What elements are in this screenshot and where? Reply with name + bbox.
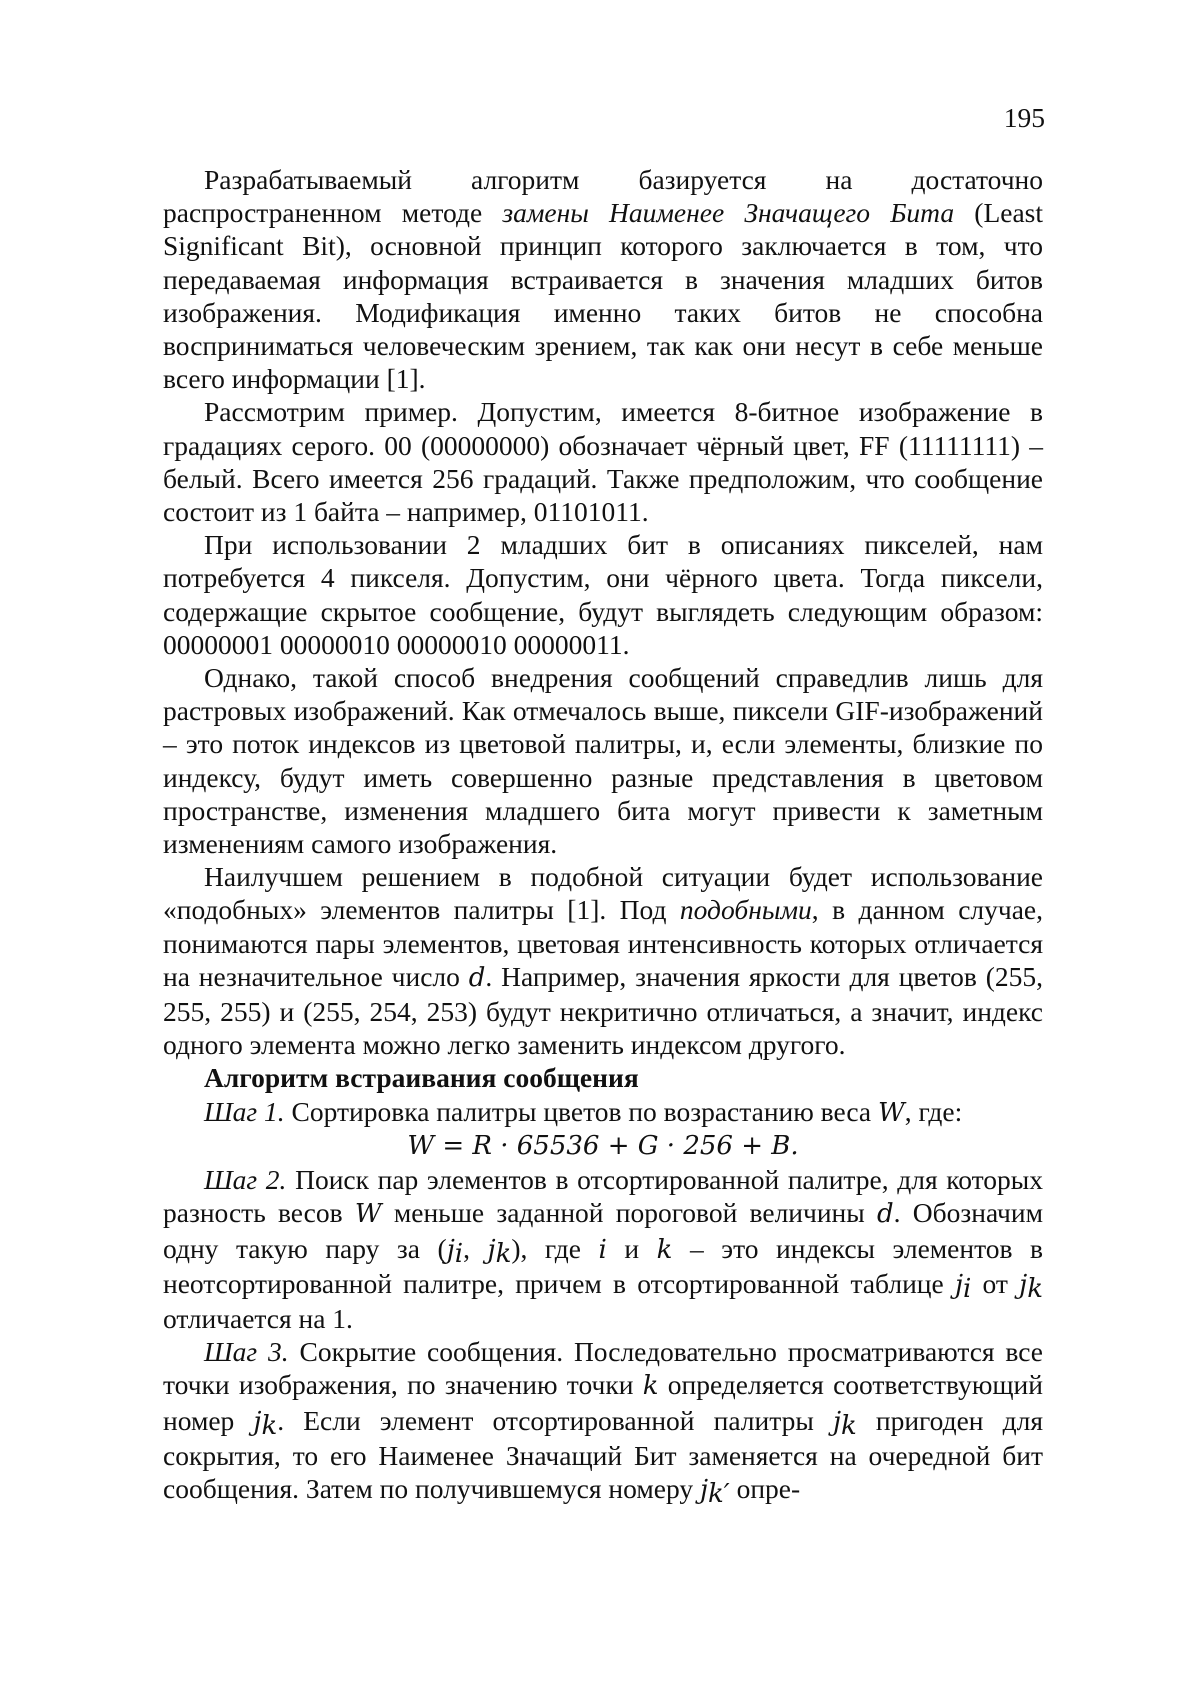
section-heading: Алгоритм встраивания сообщения	[163, 1061, 1043, 1094]
document-body	[163, 163, 1043, 1507]
math-variable: k	[657, 1235, 673, 1265]
math-variable: W	[878, 1098, 905, 1128]
text-run: , в данном случае, понимаются пары элементов, цветовая интенсивность которых отличается на незначительное число	[163, 894, 1043, 991]
math-subscript: k	[261, 1411, 277, 1441]
math-variable: i	[599, 1235, 607, 1265]
math-variable: d	[469, 963, 486, 993]
text-run: определяется соответствующий номер	[163, 1369, 1043, 1435]
math-subscript: i	[455, 1239, 463, 1269]
text-run: опре-	[730, 1473, 800, 1504]
math-variable: j	[955, 1270, 963, 1300]
text-run: пригоден для сокрытия, то его Наименее Значащий Бит заменяется на очередной бит сообщения. Затем по получившемуся номеру	[163, 1405, 1043, 1504]
math-subscript: k	[841, 1411, 857, 1441]
step-label: Шаг 1.	[204, 1096, 285, 1127]
text-run: , где:	[905, 1096, 963, 1127]
step-label: Шаг 3.	[204, 1336, 289, 1367]
italic-term: замены Наименее Значащего Бита	[502, 197, 954, 228]
math-variable: j	[700, 1475, 708, 1505]
weight-formula: W = R · 65536 + G · 256 + B.	[163, 1130, 1043, 1163]
math-subscript: i	[963, 1274, 971, 1304]
text-run: (Least Significant Bit), основной принцип которого заключается в том, что передаваемая информация встраивается в значения младших битов изображения. Модификация именно таких битов не способна восприниматься человеческим зрением, так как они несут в себе меньше всего информации [1].	[163, 197, 1043, 394]
math-subscript: k	[496, 1239, 512, 1269]
text-run: меньше заданной пороговой величины	[382, 1197, 877, 1228]
math-variable: k	[643, 1371, 659, 1401]
text-run: Сокрытие сообщения. Последовательно просматриваются все точки изображения, по значению точки	[163, 1336, 1043, 1400]
math-variable: j	[488, 1235, 496, 1265]
page-number: 195	[1004, 101, 1045, 134]
text-run: Наилучшем решением в подобной ситуации будет использование «подобных» элементов палитры [1]. Под	[163, 861, 1043, 925]
math-variable: d	[877, 1199, 894, 1229]
math-variable: j	[253, 1407, 261, 1437]
step-3	[163, 1335, 1043, 1507]
paragraph-gif: Однако, такой способ внедрения сообщений справедлив лишь для растровых изображений. Как отмечалось выше, пиксели GIF-изображений – это поток индексов из цветовой палитры, и, если элементы, близкие по индексу, будут иметь совершенно разные представления в цветовом пространстве, изменения младшего бита могут привести к заметным изменениям самого изображения.	[163, 661, 1043, 860]
text-run: отличается на 1.	[163, 1303, 353, 1334]
text-run: ), где	[511, 1233, 598, 1264]
document-page	[0, 0, 1200, 1703]
paragraph-lsb-method	[163, 163, 1043, 395]
text-run: . Например, значения яркости для цветов (255, 255, 255) и (255, 254, 253) будут некритично отличаться, а значит, индекс одного элемента можно легко заменить индексом другого.	[163, 961, 1043, 1060]
text-run: от	[971, 1268, 1019, 1299]
step-label: Шаг 2.	[204, 1164, 286, 1195]
math-subscript: k′	[708, 1479, 730, 1509]
text-run: . Обозначим одну такую пару за (	[163, 1197, 1043, 1263]
math-subscript: k	[1027, 1274, 1043, 1304]
step-2	[163, 1163, 1043, 1335]
step-1	[163, 1095, 1043, 1130]
math-variable: W	[355, 1199, 382, 1229]
text-run: Поиск пар элементов в отсортированной палитре, для которых разность весов	[163, 1164, 1043, 1228]
text-run: Разрабатываемый алгоритм базируется на достаточно распространенном методе	[163, 164, 1043, 228]
text-run: и	[607, 1233, 657, 1264]
text-run: . Если элемент отсортированной палитры	[277, 1405, 833, 1436]
text-run: ,	[463, 1233, 487, 1264]
math-variable: j	[1019, 1270, 1027, 1300]
paragraph-similar-elements	[163, 860, 1043, 1061]
italic-term: подобными	[680, 894, 812, 925]
text-run: Сортировка палитры цветов по возрастанию веса	[285, 1096, 878, 1127]
paragraph-pixels: При использовании 2 младших бит в описаниях пикселей, нам потребуется 4 пикселя. Допустим, они чёрного цвета. Тогда пиксели, содержащие скрытое сообщение, будут выглядеть следующим образом: 00000001 00000010 00000010 00000011.	[163, 528, 1043, 661]
math-variable: j	[447, 1235, 455, 1265]
paragraph-example: Рассмотрим пример. Допустим, имеется 8-битное изображение в градациях серого. 00 (00000000) обозначает чёрный цвет, FF (11111111) – белый. Всего имеется 256 градаций. Также предположим, что сообщение состоит из 1 байта – например, 01101011.	[163, 395, 1043, 528]
math-variable: j	[833, 1407, 841, 1437]
text-run: – это индексы элементов в неотсортированной палитре, причем в отсортированной таблице	[163, 1233, 1043, 1299]
